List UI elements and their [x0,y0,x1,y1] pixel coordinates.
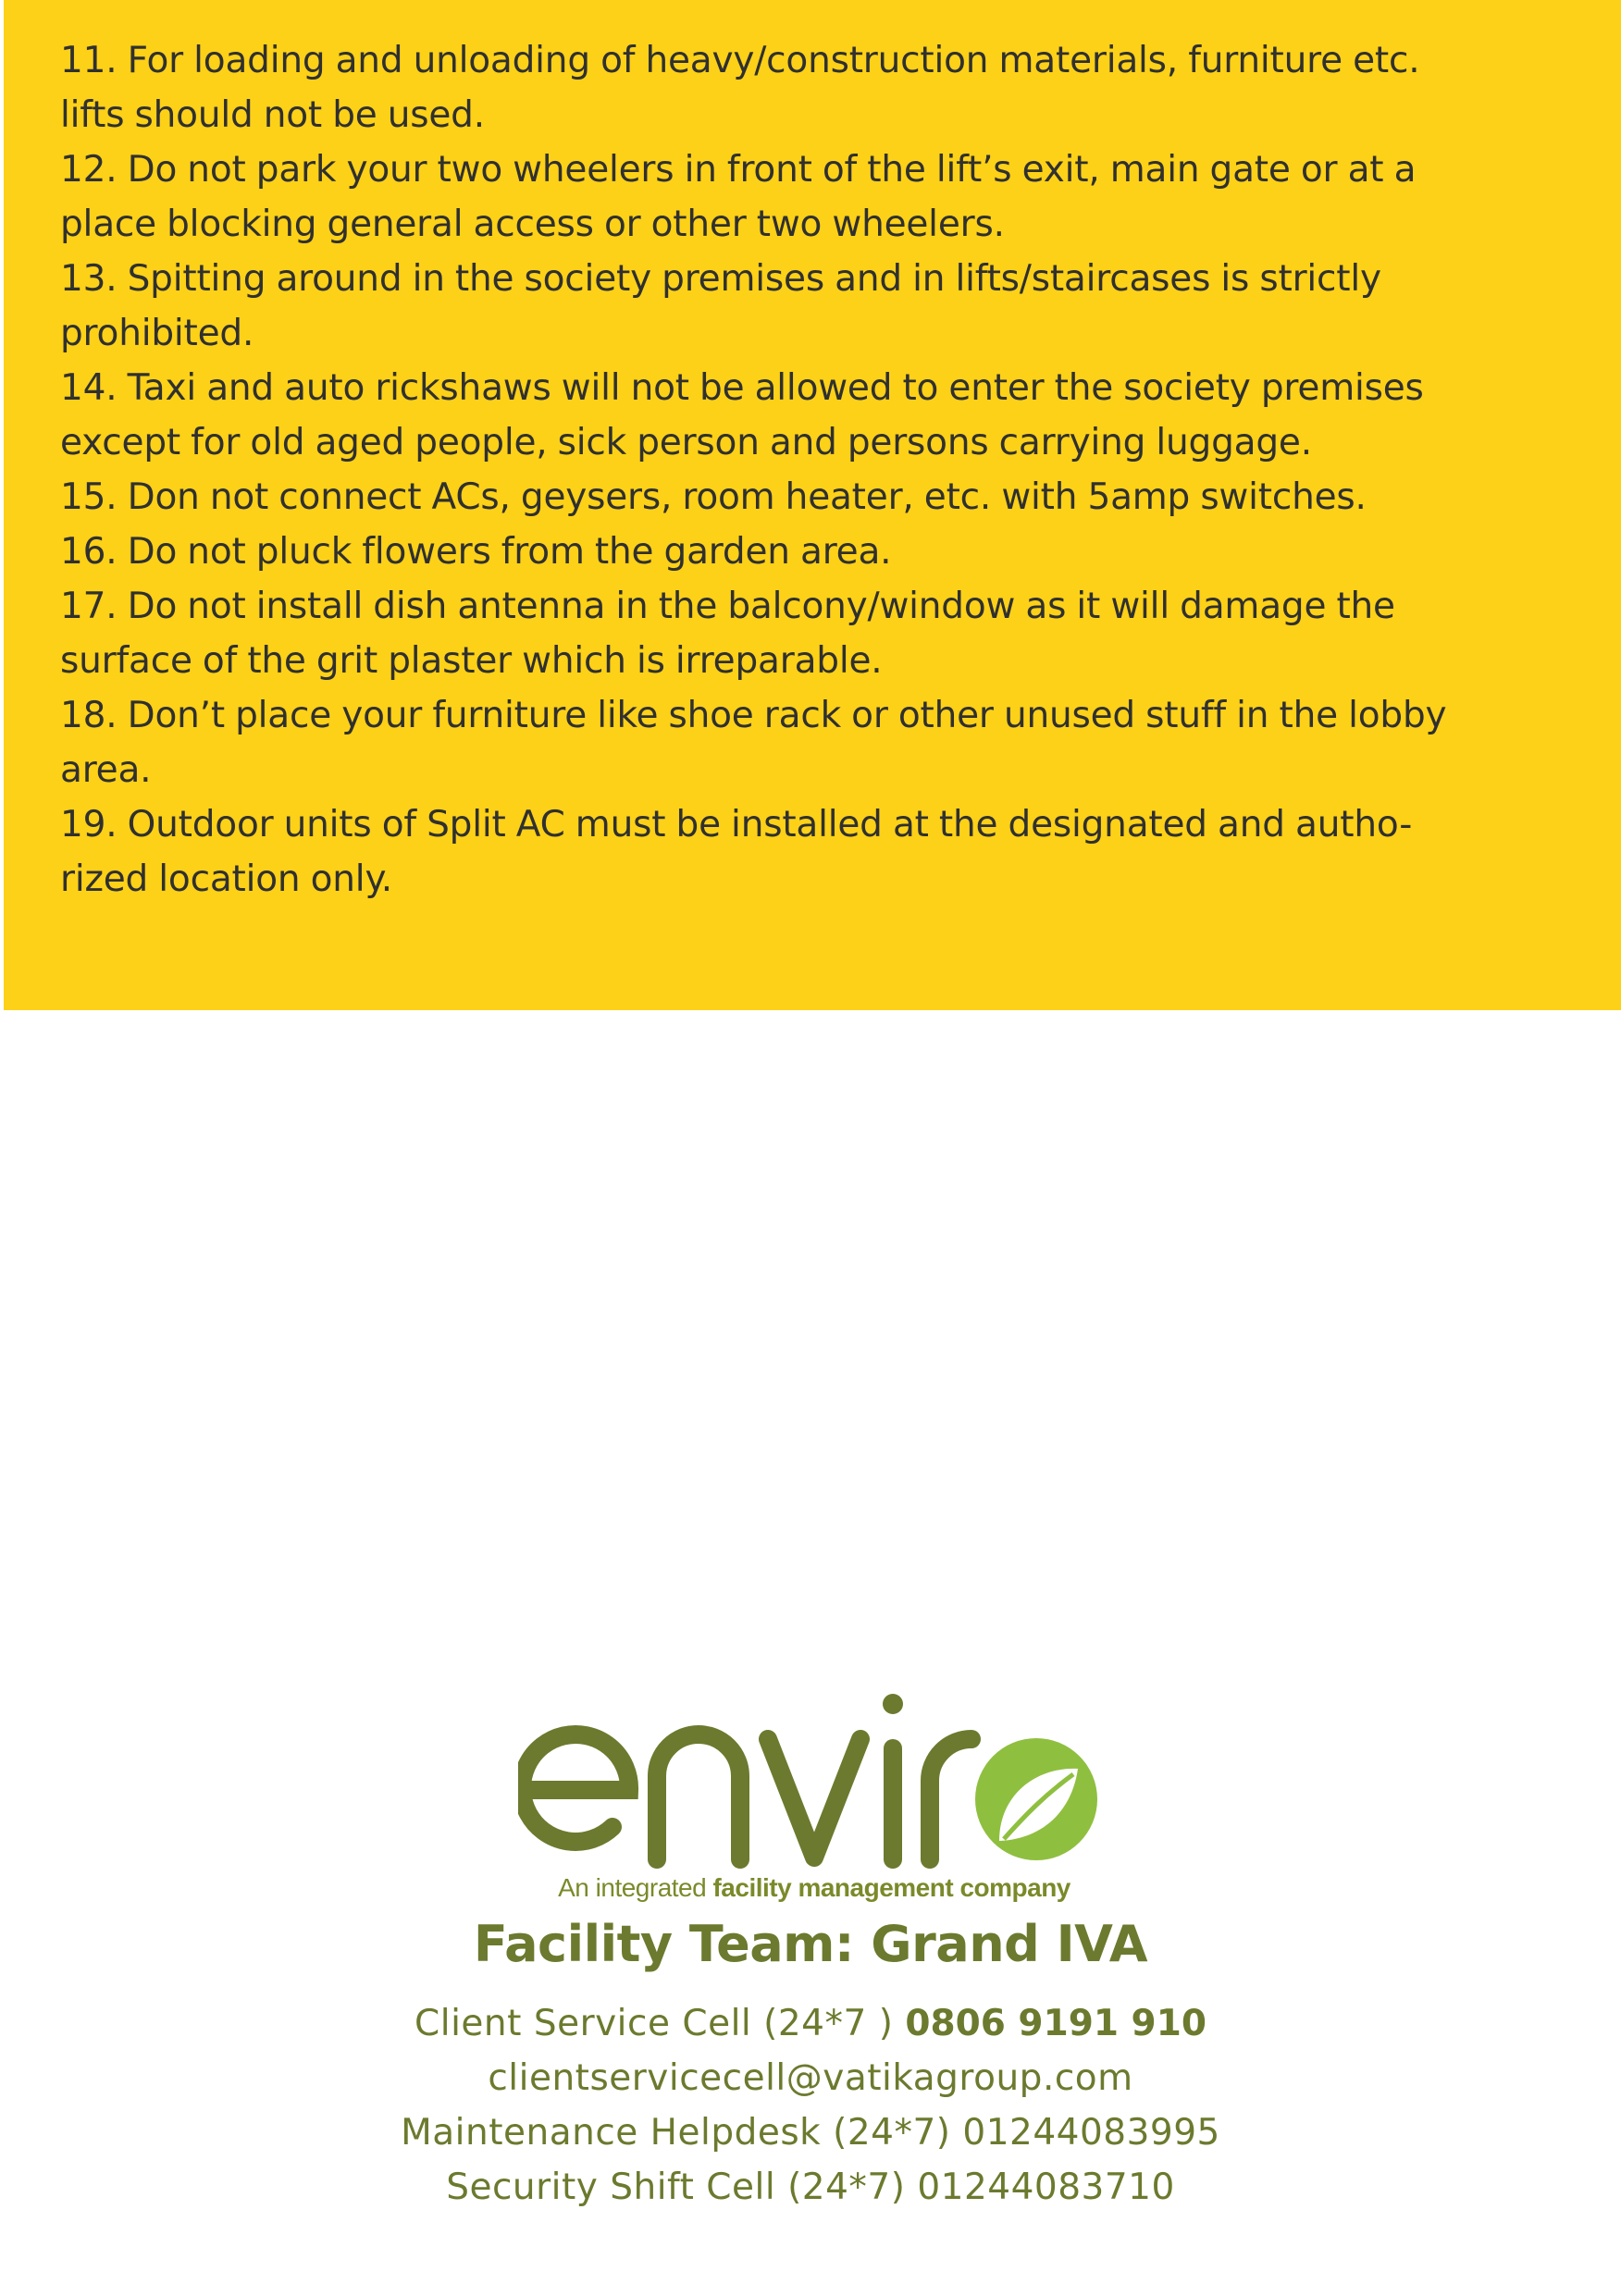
enviro-logo [518,1684,1110,1924]
rule-item-12 [60,142,1578,252]
rule-line: 12. Do not park your two wheelers in front of the lift’s exit, main gate or at a [60,149,1417,191]
rule-line: except for old aged people, sick person and persons carrying luggage. [60,422,1312,463]
client-service-number[interactable]: 0806 9191 910 [905,2003,1206,2044]
rule-line: 18. Don’t place your furniture like shoe rack or other unused stuff in the lobby [60,695,1447,736]
maintenance-line: Maintenance Helpdesk (24*7) 01244083995 [401,2112,1220,2154]
enviro-wordmark-icon [518,1684,1110,1869]
security-line: Security Shift Cell (24*7) 01244083710 [446,2166,1175,2208]
rule-item-14 [60,361,1578,470]
rule-line: rized location only. [60,858,392,900]
rules-list [60,33,1578,907]
team-title: Facility Team: Grand IVA [473,1915,1148,1973]
rule-line: 19. Outdoor units of Split AC must be installed at the designated and autho- [60,804,1413,846]
rule-line: 14. Taxi and auto rickshaws will not be allowed to enter the society premises [60,367,1424,409]
logo-tagline [518,1873,1110,1903]
email-line[interactable]: clientservicecell@vatikagroup.com [488,2057,1133,2099]
rules-panel [4,0,1621,1010]
rule-line: surface of the grit plaster which is irreparable. [60,640,883,682]
rule-item-17 [60,579,1578,688]
client-service-label: Client Service Cell (24*7 ) [415,2003,906,2044]
rule-item-11 [60,33,1578,142]
rule-line: 13. Spitting around in the society premises and in lifts/staircases is strictly [60,258,1381,300]
tagline-plain: An integrated [558,1873,713,1902]
rule-item-15 [60,470,1578,525]
rule-line: prohibited. [60,313,254,354]
tagline-bold: facility management company [712,1873,1070,1902]
rule-item-13 [60,252,1578,361]
rule-line: 17. Do not install dish antenna in the balcony/window as it will damage the [60,586,1395,627]
rule-line: area. [60,749,152,791]
rule-line: lifts should not be used. [60,94,485,136]
contact-lines [0,1996,1621,2215]
rule-line: 16. Do not pluck flowers from the garden area. [60,531,892,573]
rule-line: place blocking general access or other two wheelers. [60,204,1005,245]
rule-line: 11. For loading and unloading of heavy/construction materials, furniture etc. [60,40,1420,81]
rule-line: 15. Don not connect ACs, geysers, room heater, etc. with 5amp switches. [60,476,1367,518]
rule-item-16 [60,525,1578,579]
rule-item-19 [60,797,1578,907]
rule-item-18 [60,688,1578,797]
client-service-line [0,1996,1621,2051]
